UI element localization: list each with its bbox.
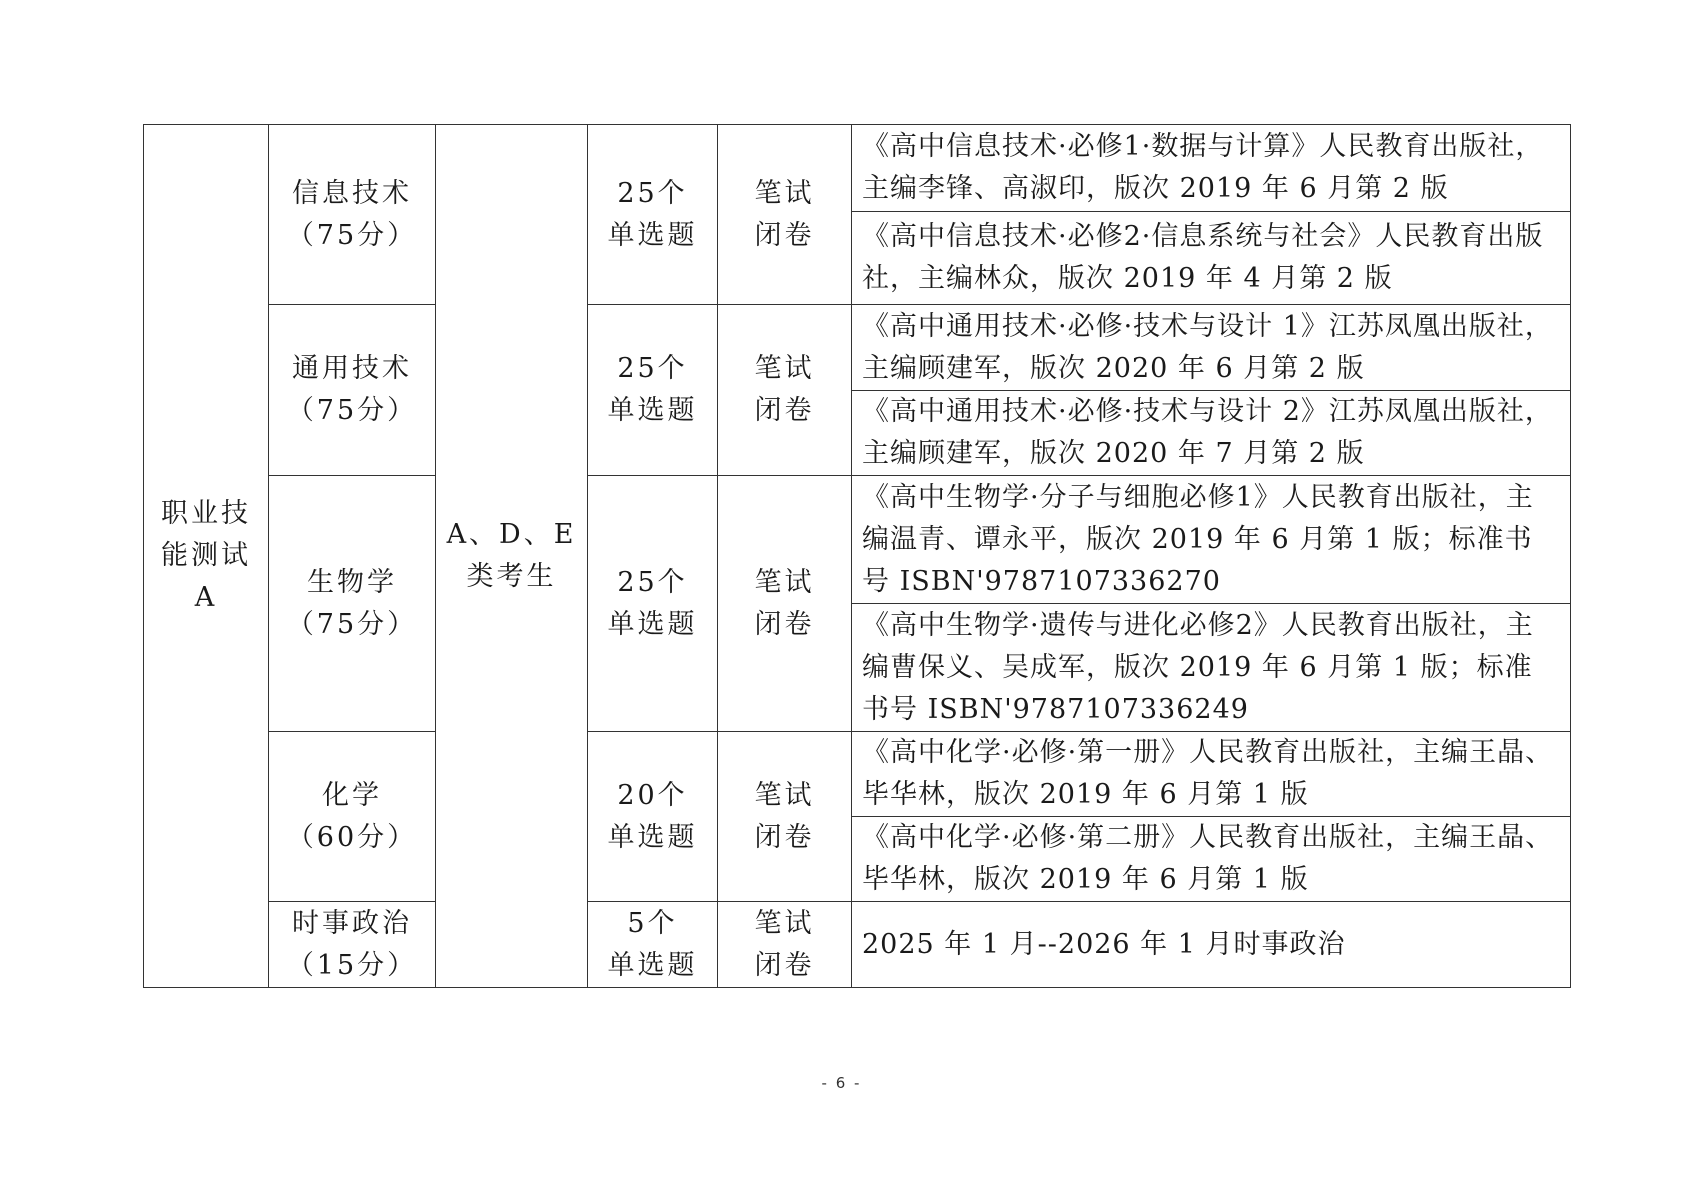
candidate-type-line: A、D、E bbox=[446, 519, 577, 550]
question-type: 单选题 bbox=[607, 395, 698, 426]
question-type: 单选题 bbox=[607, 949, 698, 981]
subject-name: 信息技术 bbox=[292, 177, 412, 209]
exam-mode: 闭卷 bbox=[754, 395, 815, 426]
table-row bbox=[144, 902, 1571, 988]
exam-mode-cell bbox=[718, 476, 852, 732]
subject-name: 生物学 bbox=[307, 566, 397, 598]
subject-name: 通用技术 bbox=[292, 353, 412, 384]
question-cell bbox=[588, 732, 718, 902]
exam-mode-cell bbox=[718, 305, 852, 476]
question-type: 单选题 bbox=[607, 821, 698, 853]
textbook-cell: 《高中通用技术·必修·技术与设计 1》江苏凤凰出版社，主编顾建军，版次 2020 年 6 月第 2 版 bbox=[852, 305, 1571, 391]
table-row bbox=[144, 732, 1571, 817]
subject-score: （75分） bbox=[286, 395, 418, 426]
subject-score: （75分） bbox=[286, 608, 418, 640]
exam-subject-table bbox=[143, 124, 1571, 988]
question-count: 25个 bbox=[617, 177, 688, 209]
subject-cell bbox=[269, 476, 436, 732]
textbook-cell: 《高中化学·必修·第一册》人民教育出版社，主编王晶、毕华林，版次 2019 年 6 月第 1 版 bbox=[852, 732, 1571, 817]
question-type: 单选题 bbox=[607, 608, 698, 640]
question-type: 单选题 bbox=[607, 219, 698, 251]
exam-mode: 闭卷 bbox=[754, 608, 815, 640]
exam-mode: 闭卷 bbox=[754, 219, 815, 251]
question-count: 5个 bbox=[627, 907, 678, 939]
question-count: 25个 bbox=[617, 353, 688, 384]
exam-category-line: 职业技 bbox=[161, 498, 251, 529]
exam-mode-cell bbox=[718, 732, 852, 902]
question-cell bbox=[588, 902, 718, 988]
exam-mode: 笔试 bbox=[754, 177, 815, 209]
exam-mode: 笔试 bbox=[754, 779, 815, 811]
exam-mode: 笔试 bbox=[754, 907, 815, 939]
subject-cell bbox=[269, 125, 436, 305]
exam-category-cell bbox=[144, 125, 269, 988]
textbook-cell: 《高中生物学·遗传与进化必修2》人民教育出版社，主编曹保义、吴成军，版次 2019 年 6 月第 1 版；标准书号 ISBN'9787107336249 bbox=[852, 604, 1571, 732]
subject-cell bbox=[269, 902, 436, 988]
table-row bbox=[144, 125, 1571, 212]
exam-mode-cell bbox=[718, 902, 852, 988]
question-count: 25个 bbox=[617, 566, 688, 598]
current-affairs-cell: 2025 年 1 月--2026 年 1 月时事政治 bbox=[852, 902, 1571, 988]
exam-category-line: A bbox=[194, 582, 218, 613]
textbook-cell: 《高中信息技术·必修2·信息系统与社会》人民教育出版社，主编林众，版次 2019 年 4 月第 2 版 bbox=[852, 212, 1571, 305]
table-row bbox=[144, 305, 1571, 391]
textbook-cell: 《高中生物学·分子与细胞必修1》人民教育出版社，主编温青、谭永平，版次 2019 年 6 月第 1 版；标准书号 ISBN'9787107336270 bbox=[852, 476, 1571, 604]
exam-mode: 闭卷 bbox=[754, 949, 815, 981]
subject-name: 化学 bbox=[322, 779, 382, 811]
candidate-type-line: 类考生 bbox=[466, 561, 557, 592]
question-cell bbox=[588, 476, 718, 732]
candidate-type-cell bbox=[436, 125, 588, 988]
question-cell bbox=[588, 125, 718, 305]
subject-score: （75分） bbox=[286, 219, 418, 251]
textbook-cell: 《高中化学·必修·第二册》人民教育出版社，主编王晶、毕华林，版次 2019 年 6 月第 1 版 bbox=[852, 817, 1571, 902]
table-row bbox=[144, 476, 1571, 604]
question-count: 20个 bbox=[617, 779, 688, 811]
page-number: - 6 - bbox=[821, 1074, 862, 1092]
subject-cell bbox=[269, 732, 436, 902]
exam-mode: 笔试 bbox=[754, 353, 815, 384]
textbook-cell: 《高中信息技术·必修1·数据与计算》人民教育出版社，主编李锋、高淑印，版次 2019 年 6 月第 2 版 bbox=[852, 125, 1571, 212]
subject-cell bbox=[269, 305, 436, 476]
exam-mode: 笔试 bbox=[754, 566, 815, 598]
exam-category-line: 能测试 bbox=[161, 540, 251, 571]
exam-mode: 闭卷 bbox=[754, 821, 815, 853]
question-cell bbox=[588, 305, 718, 476]
subject-score: （15分） bbox=[286, 949, 418, 981]
exam-mode-cell bbox=[718, 125, 852, 305]
subject-name: 时事政治 bbox=[292, 907, 412, 939]
textbook-cell: 《高中通用技术·必修·技术与设计 2》江苏凤凰出版社，主编顾建军，版次 2020 年 7 月第 2 版 bbox=[852, 391, 1571, 476]
subject-score: （60分） bbox=[286, 821, 418, 853]
